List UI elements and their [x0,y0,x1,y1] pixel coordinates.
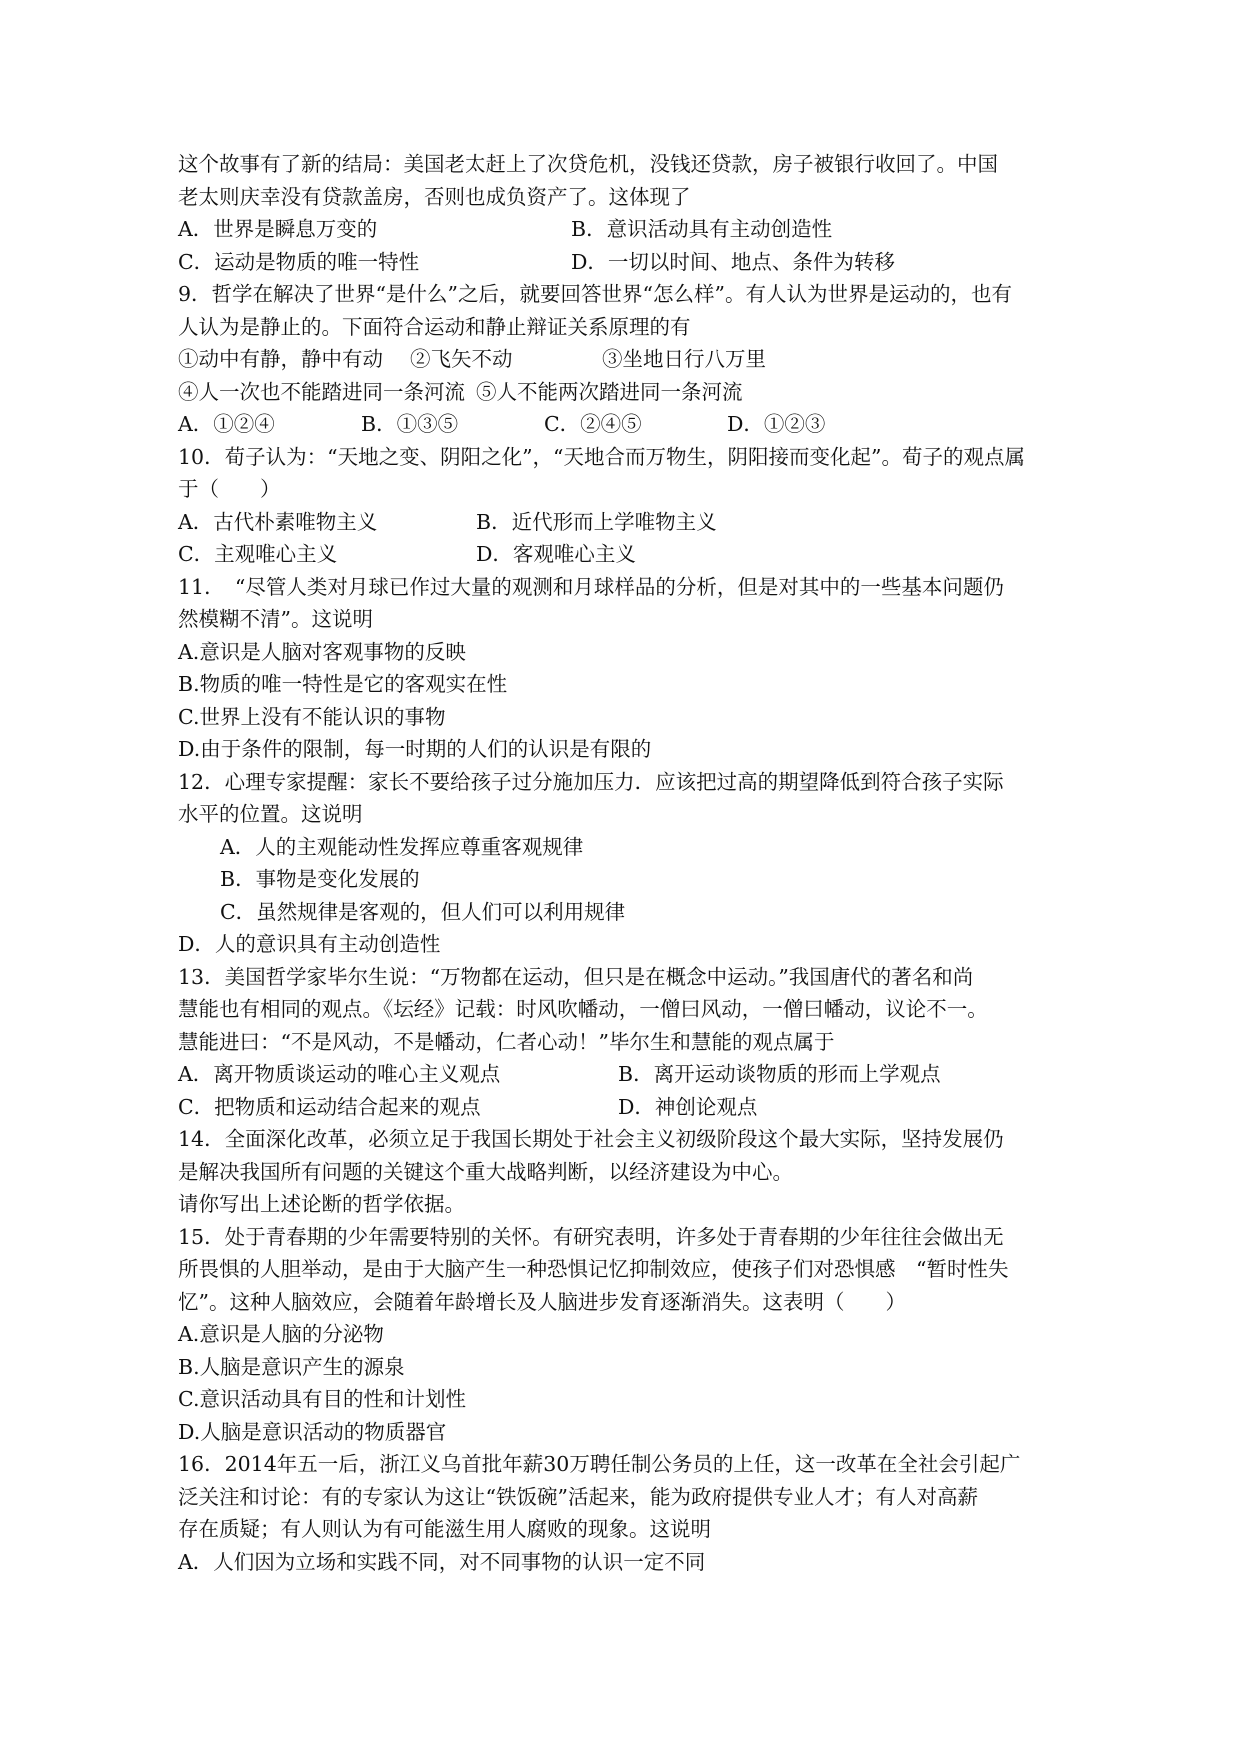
question-15 [178,1221,1078,1449]
option-a: A．世界是瞬息万变的 [178,217,378,241]
option-b: B．意识活动具有主动创造性 [571,217,833,241]
question-text: 15．处于青春期的少年需要特别的关怀。有研究表明，许多处于青春期的少年往往会做出无 [178,1224,1004,1249]
question-8 [178,148,1078,278]
option-a: A．人们因为立场和实践不同，对不同事物的认识一定不同 [178,1549,706,1574]
statement-item: ④人一次也不能踏进同一条河流 [178,379,465,404]
option-d: D．①②③ [727,412,826,436]
question-12 [178,766,1078,961]
question-text: 所畏惧的人胆举动，是由于大脑产生一种恐惧记忆抑制效应，使孩子们对恐惧感 “暂时性失 [178,1257,1009,1281]
question-text: 然模糊不清”。这说明 [178,607,373,631]
option-c: C．②④⑤ [544,412,642,436]
exam-page [178,148,1078,1578]
option-c: C．主观唯心主义 [178,542,338,566]
question-text: 16．2014年五一后，浙江义乌首批年薪30万聘任制公务员的上任，这一改革在全社会引起广 [178,1452,1021,1476]
option-d: D.人脑是意识活动的物质器官 [178,1419,447,1444]
question-text: 老太则庆幸没有贷款盖房，否则也成负资产了。这体现了 [178,184,691,209]
question-text: 水平的位置。这说明 [178,802,363,826]
statement-item: ②飞矢不动 [410,347,513,371]
question-text: 9．哲学在解决了世界“是什么”之后，就要回答世界“怎么样”。有人认为世界是运动的，也有 [178,282,1012,306]
question-text: 14．全面深化改革，必须立足于我国长期处于社会主义初级阶段这个最大实际，坚持发展仍 [178,1127,1004,1151]
question-11 [178,571,1078,766]
option-c: C.世界上没有不能认识的事物 [178,704,446,729]
option-b: B．事物是变化发展的 [220,867,420,891]
question-9 [178,278,1078,441]
option-b: B.物质的唯一特性是它的客观实在性 [178,672,508,696]
question-14 [178,1123,1078,1221]
option-a: A．①②④ [178,412,275,436]
option-a: A．古代朴素唯物主义 [178,509,378,534]
question-text: 11． “尽管人类对月球已作过大量的观测和月球样品的分析，但是对其中的一些基本问题仍 [178,574,1004,599]
option-c: C．虽然规律是客观的，但人们可以利用规律 [220,899,626,924]
option-a: A．人的主观能动性发挥应尊重客观规律 [220,834,584,859]
option-c: C.意识活动具有目的性和计划性 [178,1387,466,1411]
option-b: B．离开运动谈物质的形而上学观点 [618,1062,941,1086]
statement-item: ①动中有静，静中有动 [178,347,383,371]
question-13 [178,961,1078,1124]
statement-item: ⑤人不能两次踏进同一条河流 [476,379,743,404]
option-c: C．运动是物质的唯一特性 [178,249,420,274]
statement-item: ③坐地日行八万里 [602,347,766,371]
option-a: A.意识是人脑对客观事物的反映 [178,639,466,664]
option-a: A.意识是人脑的分泌物 [178,1322,384,1346]
question-text: 忆”。这种人脑效应，会随着年龄增长及人脑进步发育逐渐消失。这表明（ ） [178,1289,906,1314]
option-d: D.由于条件的限制，每一时期的人们的认识是有限的 [178,737,652,761]
option-d: D．客观唯心主义 [476,542,636,566]
question-text: 是解决我国所有问题的关键这个重大战略判断，以经济建设为中心。 [178,1159,793,1184]
question-text: 慧能也有相同的观点。《坛经》记载：时风吹幡动，一僧曰风动，一僧曰幡动，议论不一。 [178,997,988,1021]
question-text: 于（ ） [178,477,281,501]
question-10 [178,441,1078,571]
question-text: 泛关注和讨论：有的专家认为这让“铁饭碗”活起来，能为政府提供专业人才；有人对高薪 [178,1484,978,1509]
option-b: B．近代形而上学唯物主义 [476,509,717,534]
option-b: B．①③⑤ [361,412,459,436]
option-d: D．人的意识具有主动创造性 [178,932,441,956]
question-text: 慧能进曰：“不是风动，不是幡动，仁者心动！”毕尔生和慧能的观点属于 [178,1029,835,1054]
option-d: D．神创论观点 [618,1094,758,1119]
option-d: D．一切以时间、地点、条件为转移 [571,249,895,274]
question-text: 这个故事有了新的结局：美国老太赶上了次贷危机，没钱还贷款，房子被银行收回了。中国 [178,152,998,176]
option-c: C．把物质和运动结合起来的观点 [178,1094,481,1119]
question-text: 人认为是静止的。下面符合运动和静止辩证关系原理的有 [178,314,691,339]
question-text: 存在质疑；有人则认为有可能滋生用人腐败的现象。这说明 [178,1517,711,1541]
question-prompt: 请你写出上述论断的哲学依据。 [178,1192,465,1216]
question-16 [178,1448,1078,1578]
question-text: 12．心理专家提醒：家长不要给孩子过分施加压力．应该把过高的期望降低到符合孩子实际 [178,769,1004,794]
option-b: B.人脑是意识产生的源泉 [178,1354,405,1379]
question-text: 13．美国哲学家毕尔生说：“万物都在运动，但只是在概念中运动。”我国唐代的著名和尚 [178,964,974,989]
option-a: A．离开物质谈运动的唯心主义观点 [178,1062,501,1086]
question-text: 10．荀子认为：“天地之变、阴阳之化”，“天地合而万物生，阴阳接而变化起”。荀子的观点属 [178,444,1026,469]
